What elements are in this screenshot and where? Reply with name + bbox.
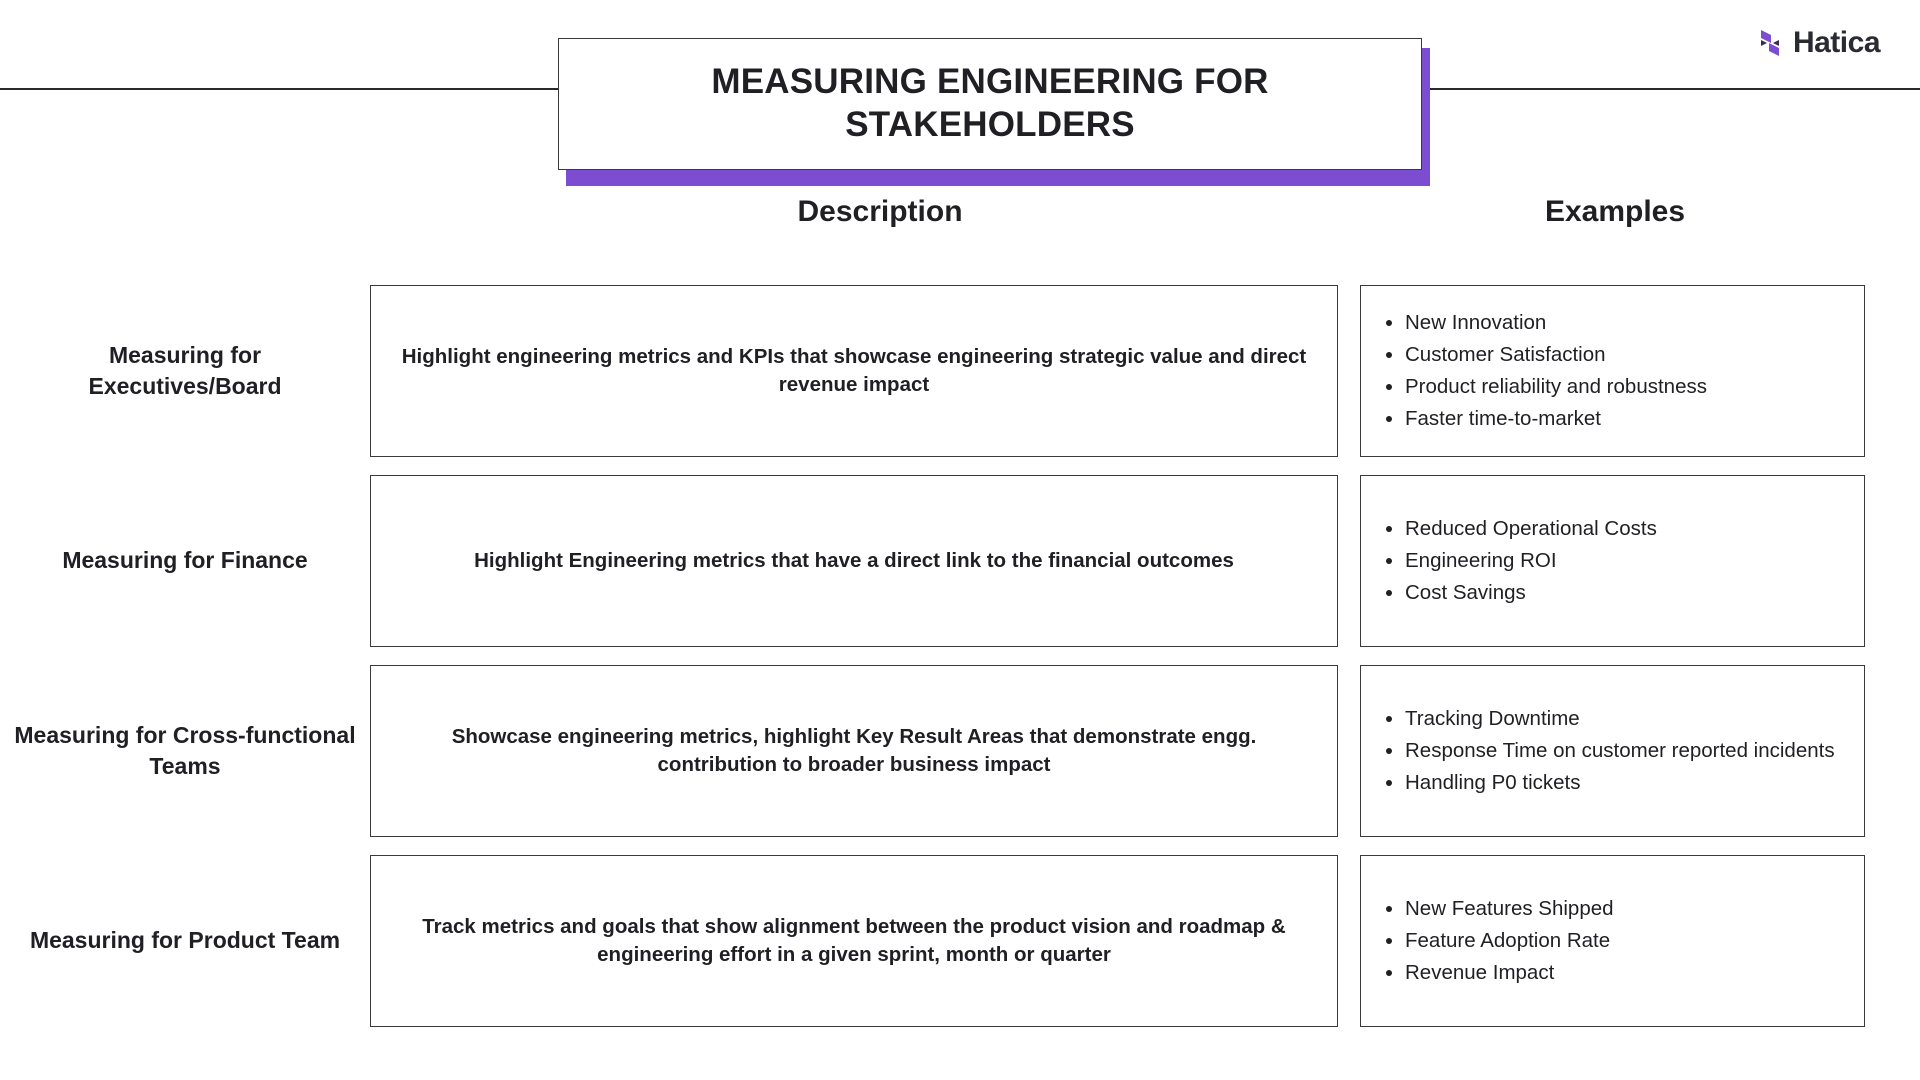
- row-description: Track metrics and goals that show alignment between the product vision and roadmap & engineering effort in a given sprint, month or quarter: [370, 855, 1338, 1027]
- table-row: [0, 665, 1920, 837]
- row-examples: [1360, 855, 1865, 1027]
- list-item: • New Innovation: [1405, 307, 1707, 339]
- list-item: • Engineering ROI: [1405, 545, 1657, 577]
- list-item: • Tracking Downtime: [1405, 703, 1835, 735]
- list-item: • Revenue Impact: [1405, 957, 1614, 989]
- column-header-description: Description: [797, 195, 963, 228]
- row-label: Measuring for Finance: [62, 547, 308, 574]
- row-examples: [1360, 475, 1865, 647]
- list-item: • Handling P0 tickets: [1405, 767, 1835, 799]
- list-item: • Customer Satisfaction: [1405, 339, 1707, 371]
- row-examples: [1360, 285, 1865, 457]
- row-examples: [1360, 665, 1865, 837]
- list-item: • Feature Adoption Rate: [1405, 925, 1614, 957]
- table-row: [0, 475, 1920, 647]
- brand-logo: [1757, 26, 1880, 60]
- table-row: [0, 855, 1920, 1027]
- row-label: Measuring for Executives/Board: [88, 341, 282, 399]
- brand-name: Hatica: [1792, 26, 1880, 59]
- table-row: [0, 285, 1920, 457]
- list-item: • Faster time-to-market: [1405, 403, 1707, 435]
- row-label: Measuring for Cross-functional Teams: [14, 721, 356, 779]
- hatica-logo-icon: [1757, 28, 1783, 58]
- list-item: • Reduced Operational Costs: [1405, 513, 1657, 545]
- row-description: Showcase engineering metrics, highlight Key Result Areas that demonstrate engg. contribution to broader business impact: [370, 665, 1338, 837]
- list-item: • Product reliability and robustness: [1405, 371, 1707, 403]
- row-description: Highlight Engineering metrics that have a direct link to the financial outcomes: [370, 475, 1338, 647]
- list-item: • Cost Savings: [1405, 577, 1657, 609]
- stakeholder-matrix: [0, 285, 1920, 1045]
- title-card: [558, 38, 1422, 170]
- row-label: Measuring for Product Team: [29, 927, 341, 954]
- column-header-examples: Examples: [1544, 195, 1686, 228]
- row-description: Highlight engineering metrics and KPIs that showcase engineering strategic value and direct revenue impact: [370, 285, 1338, 457]
- page-title: MEASURING ENGINEERING FOR STAKEHOLDERS: [711, 62, 1269, 144]
- list-item: • New Features Shipped: [1405, 893, 1614, 925]
- list-item: • Response Time on customer reported incidents: [1405, 735, 1835, 767]
